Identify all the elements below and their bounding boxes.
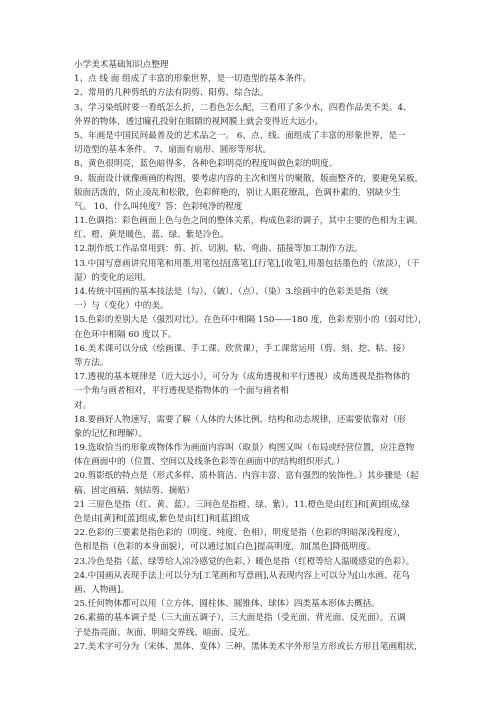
text-line: 等方法。 bbox=[74, 357, 109, 368]
text-line: 稿、固定画稿、刻結剪、摘贴） bbox=[74, 485, 195, 496]
text-line: 色是由[黄]和[蓝]组成,紫色是由[红]和[蓝]组成 bbox=[74, 514, 250, 524]
text-line: 24.中国画从表现手法上可以分为[工笔画和写意画],从表现内容上可以分为[山水画、花鸟 bbox=[74, 570, 410, 581]
text-line: 14.传统中国画的基本技法是（勾）、（皴）、（点）、（染）3.绘画中的色彩美是指（统 bbox=[74, 287, 389, 297]
text-line: 19.选取恰当的形象或物体作为画面内容叫（取景）构图又叫（布局或经营位置，应注意物 bbox=[74, 443, 415, 454]
text-line: 一个角与画者相对，平行透视是指物体的一个面与画者相 bbox=[74, 386, 289, 397]
text-line: 子是指亮面、灰面、明暗交界线、暗面、反光。 bbox=[74, 627, 255, 638]
text-line: 15.色彩的差别大是（强烈对比）。在色环中相隔 150——180 度，色彩差别小的（弱对比）， bbox=[74, 315, 427, 326]
text-line: 版面活泼的，防止凌乱和松散，色彩鲜艳的，别让人眼花缭乱，色调朴素的，别缺少生 bbox=[74, 187, 401, 198]
text-line: 21 三原色是指（红、黄、蓝）。三间色是指橙、绿、紫）。11.橙色是由[红]和[黄]组成,绿 bbox=[74, 499, 410, 510]
document-page bbox=[74, 58, 430, 654]
text-line: 11.色调指：彩色画面上色与色之间的整体关系，构成色彩的调子，其中主要的色相为主调。 bbox=[74, 216, 423, 227]
text-line: 13.中国写意画讲究用笔和用墨,用笔包括[落笔],[行笔],[收笔],用墨包括墨色的（浓淡），（干 bbox=[74, 258, 420, 269]
document-body bbox=[74, 72, 430, 654]
text-line: 对。 bbox=[74, 400, 92, 411]
text-line: 湿）的变化的运用。 bbox=[74, 272, 152, 283]
text-line: 5、年画是中国民间最普及的艺术品之一。 6、点、线、面组成了丰富的形象世界，是一 bbox=[74, 130, 406, 141]
text-line: 色相是指（色彩的本身面貌），可以通过加[白色]提高明度，加[黑色]降低明度。 bbox=[74, 542, 376, 553]
text-line: 1、点 线 面 组成了丰富的形象世界，是一切造型的基本条件。 bbox=[74, 74, 312, 85]
text-line: 18.要画好人物速写，需要了解（人体的大体比例、结构和动态规律，还需要依靠对（形 bbox=[74, 414, 406, 425]
text-line: 3、学习染纸时要一看纸怎么折，二看色怎么配，三看用了多少水，四看作品美不美。4、 bbox=[74, 102, 412, 113]
text-line: 一）与（变化）中的美。 bbox=[74, 301, 169, 312]
text-line: 外界的物体，透过瞳孔投射在眼睛的视网膜上就会变得近大远小。 bbox=[74, 116, 324, 127]
text-line: 2、常用的几种剪纸的方法有阴剪、阳剪、综合法。 bbox=[74, 88, 269, 99]
text-line: 25.任何物体都可以用（立方体、圆柱体、圆锥体、球体）四类基本形体去概括。 bbox=[74, 599, 380, 610]
text-line: 27.美术字可分为（宋体、黑体、变体）三种。黑体美术字外形呈方形或长方形且笔画粗状, bbox=[74, 641, 417, 652]
text-line: 17.透视的基本规律是（近大远小），可分为（成角透视和平行透视）成角透视是指物体的 bbox=[74, 372, 410, 383]
text-line: 切造型的基本条件。 7、扇面有扇形、圆形等形状。 bbox=[74, 145, 272, 156]
text-line: 气。 10、什么叫纯度？答：色彩纯净的程度 bbox=[74, 201, 243, 212]
text-line: 体在画面中的（位置、空间以及线条色彩等在画面中的结构组织形式。） bbox=[74, 457, 345, 468]
text-line: 16.美术课可以分成（绘画课、手工课、欣赏课），手工课常运用（剪、刻、挖、粘、接） bbox=[74, 343, 410, 354]
text-line: 12.制作纸工作品常用到：剪、折、切割、粘、弯曲、插接等加工制作方法。 bbox=[74, 244, 363, 255]
text-line: 26.素描的基本调子是（三大面五调子），三大面是指（受光面、背光面、反光面）。五调 bbox=[74, 613, 406, 624]
text-line: 象的记忆和理解）。 bbox=[74, 428, 148, 439]
text-line: 在色环中相隔 60 度以下。 bbox=[74, 329, 177, 340]
text-line: 8、黄色很明亮，蓝色暗得多，各种色彩明亮的程度叫做色彩的明度。 bbox=[74, 159, 338, 170]
document-title: 小学美术基础知识点整理 bbox=[74, 60, 169, 70]
text-line: 22.色彩的三要素是指色彩的（明度、纯度、色相），明度是指（色彩的明暗深浅程度）， bbox=[74, 528, 406, 539]
text-line: 20.剪影纸的特点是（形式多样、质朴简洁、内容丰富、富有强烈的装饰性。）其步骤是（起 bbox=[74, 471, 419, 482]
text-line: 23.冷色是指（蓝、绿等给人凉冷感觉的色彩，）暖色是指（红橙等给人温暖感觉的色彩）。 bbox=[74, 556, 415, 567]
text-line: 红、橙、黄是暖色，蓝、绿、紫是冷色。 bbox=[74, 230, 229, 241]
text-line: 画、人物画]。 bbox=[74, 584, 129, 595]
text-line: 9、版面设计就像画画的构图，要考虑内容的主次和图片的聚散，版面整齐的，要避免呆板， bbox=[74, 173, 424, 184]
